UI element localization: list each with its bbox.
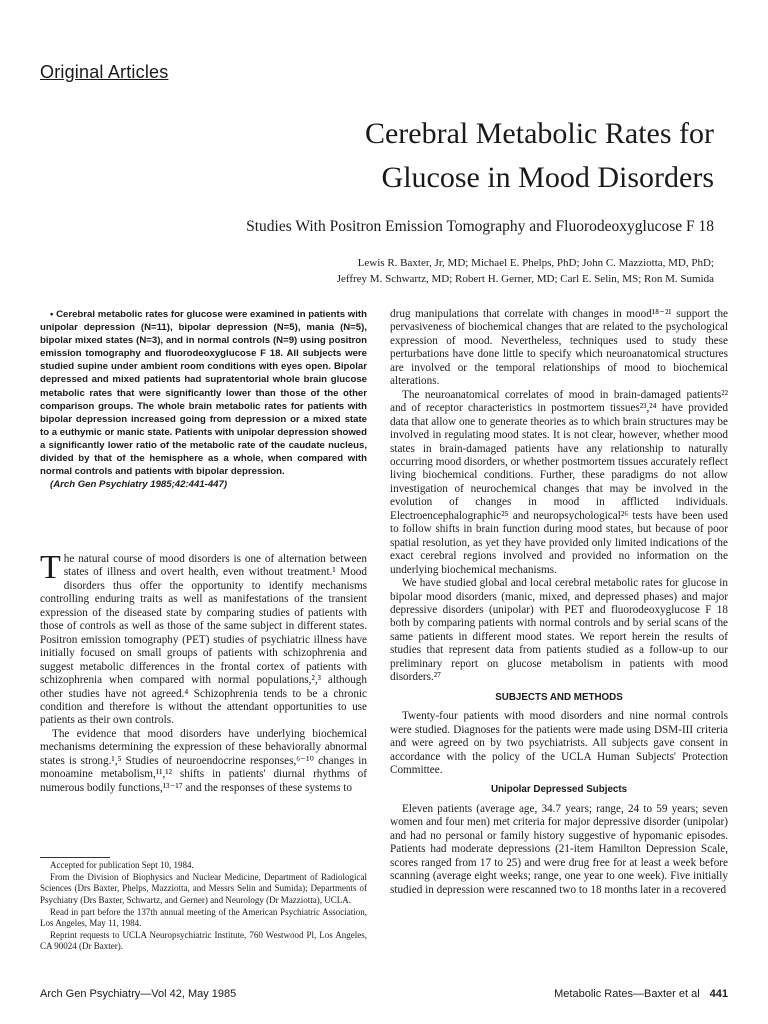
left-column bbox=[40, 549, 367, 795]
abstract bbox=[40, 308, 367, 491]
right-paragraph-1: drug manipulations that correlate with changes in mood¹⁸⁻²¹ support the pervasiveness of biochemical changes that are related to the psychological expression of mood. Nevertheless, techniques used to study these perturbations have done little to specify which neuroanatomical structures are involved or the temporal relationships of mood to biochemical alterations. bbox=[390, 308, 728, 388]
authors-line-1: Lewis R. Baxter, Jr, MD; Michael E. Phelps, PhD; John C. Mazziotta, MD, PhD; bbox=[357, 257, 714, 269]
right-paragraph-3: We have studied global and local cerebral metabolic rates for glucose in bipolar mood disorders (manic, mixed, and depressed phases) and major depressive disorders (unipolar) with PET and fluorodeoxyglucose F 18 both by comparing patients with normal controls and by serial scans of the same patients in different mood states. We report herein the results of studies that represent data from patients studied as a follow-up to our preliminary report on glucose metabolism in patients with mood disorders.²⁷ bbox=[390, 577, 728, 684]
footnote-accepted: Accepted for publication Sept 10, 1984. bbox=[50, 860, 194, 870]
page-number: 441 bbox=[709, 988, 728, 1000]
subsection-heading-unipolar: Unipolar Depressed Subjects bbox=[490, 784, 628, 796]
abstract-citation: (Arch Gen Psychiatry 1985;42:441-447) bbox=[50, 479, 228, 491]
article-title bbox=[154, 112, 714, 200]
article-subtitle: Studies With Positron Emission Tomography and Fluorodeoxyglucose F 18 bbox=[246, 218, 714, 235]
title-line-2: Glucose in Mood Disorders bbox=[381, 161, 714, 194]
section-heading-methods: SUBJECTS AND METHODS bbox=[495, 691, 623, 703]
author-list bbox=[74, 255, 714, 287]
authors-line-2: Jeffrey M. Schwartz, MD; Robert H. Gerner, MD; Carl E. Selin, MS; Ron M. Sumida bbox=[336, 273, 714, 285]
section-label: Original Articles bbox=[40, 62, 169, 82]
title-line-1: Cerebral Metabolic Rates for bbox=[364, 117, 714, 150]
footnote-affiliations: From the Division of Biophysics and Nuclear Medicine, Department of Radiological Sciences (Drs Baxter, Phelps, Mazziotta, and Messrs Selin and Sumida); Departments of Psychiatry (Drs Baxter, Schwartz, and Gerner) and Neurology (Dr Mazziotta), UCLA. bbox=[40, 872, 367, 905]
running-title: Metabolic Rates—Baxter et al bbox=[554, 988, 700, 1000]
footnotes bbox=[40, 860, 367, 954]
footnote-presented: Read in part before the 137th annual meeting of the American Psychiatric Association, Los Angeles, May 11, 1984. bbox=[40, 906, 367, 929]
unipolar-paragraph: Eleven patients (average age, 34.7 years; range, 24 to 59 years; seven women and four men) met criteria for major depressive disorder (unipolar) and had no personal or family history suggestive of hypomanic episodes. Patients had moderate depressions (21-item Hamilton Depression Scale, scores ranged from 17 to 25) and were drug free for at least a week before scanning (average eight weeks; range, one year to one week). Five initially studied in depression were rescanned two to 18 months later in a recovered bbox=[390, 802, 728, 896]
intro-text: he natural course of mood disorders is one of alternation between states of illness and overt health, even without treatment.¹ Mood disorders thus offer the opportunity to identify mechanisms controlling enduring traits as well as manifestations of the transient expression of the diseased state by comparing studies of patients with those of controls as well as those of the same subject in different states. Positron emission tomography (PET) studies of psychiatric illness have initially focused on small groups of patients with schizophrenia and suggest metabolic differences in the frontal cortex of patients with schizophrenia when compared with normal populations,²,³ although other studies have not agreed.⁴ Schizophrenia tends to be a chronic condition and therefore is without the attendant opportunities to use patients as their own controls. bbox=[40, 553, 367, 727]
footer-running-title bbox=[554, 988, 728, 1000]
footer-journal: Arch Gen Psychiatry—Vol 42, May 1985 bbox=[40, 988, 237, 1000]
right-column bbox=[390, 308, 728, 897]
right-paragraph-2: The neuroanatomical correlates of mood in brain-damaged patients²² and of receptor characteristics in postmortem tissues²³,²⁴ have provided data that allow one to generate theories as to which brain structures may be involved in regulating mood states. It is not clear, however, whether mood states in brain-damaged patients have any relationship to naturally occurring mood disorders, or whether postmortem tissues accurately reflect living biochemical conditions. Further, these paradigms do not allow investigation of neurochemical changes that may be involved in the evolution of changes in mood in afflicted individuals. Electroencephalographic²⁵ and neuropsychological²⁶ tests have been used to follow shifts in brain function during mood states, but because of poor spatial resolution, as yet they have provided only limited indications of the exact cerebral regions involved and provided no information on the underlying biochemical mechanisms. bbox=[390, 388, 728, 576]
footnote-rule bbox=[40, 857, 110, 858]
paragraph-2: The evidence that mood disorders have underlying biochemical mechanisms determining the expression of these behaviorally abnormal states is strong.¹,⁵ Studies of neuroendocrine responses,⁶⁻¹⁰ changes in monoamine metabolism,¹¹,¹² shifts in patients' diurnal rhythms of numerous bodily functions,¹³⁻¹⁷ and the responses of these systems to bbox=[40, 727, 367, 794]
methods-paragraph: Twenty-four patients with mood disorders and nine normal controls were studied. Diagnoses for the patients were made using DSM-III criteria and were agreed on by two psychiatrists. All subjects gave consent in accordance with the policy of the UCLA Human Subjects' Protection Committee. bbox=[390, 710, 728, 776]
intro-paragraph bbox=[40, 549, 367, 728]
drop-cap: T bbox=[40, 549, 61, 586]
abstract-text: • Cerebral metabolic rates for glucose were examined in patients with unipolar depression (N=11), bipolar depression (N=5), mania (N=5), bipolar mixed states (N=3), and in normal controls (N=9) using positron emission tomography and fluorodeoxyglucose F 18. All subjects were studied supine under ambient room conditions with eyes open. Bipolar depressed and mixed patients had supratentorial whole brain glucose metabolic rates that were significantly lower than those of the other comparison groups. The whole brain metabolic rates for patients with bipolar depression increased going from depression or a mixed state to a euthymic or manic state. Patients with unipolar depression showed a significantly lower ratio of the metabolic rate of the caudate nucleus, divided by that of the hemisphere as a whole, when compared with normal controls and patients with bipolar depression. bbox=[40, 309, 367, 478]
footnote-reprints: Reprint requests to UCLA Neuropsychiatric Institute, 760 Westwood Pl, Los Angeles, CA 90024 (Dr Baxter). bbox=[40, 930, 367, 952]
